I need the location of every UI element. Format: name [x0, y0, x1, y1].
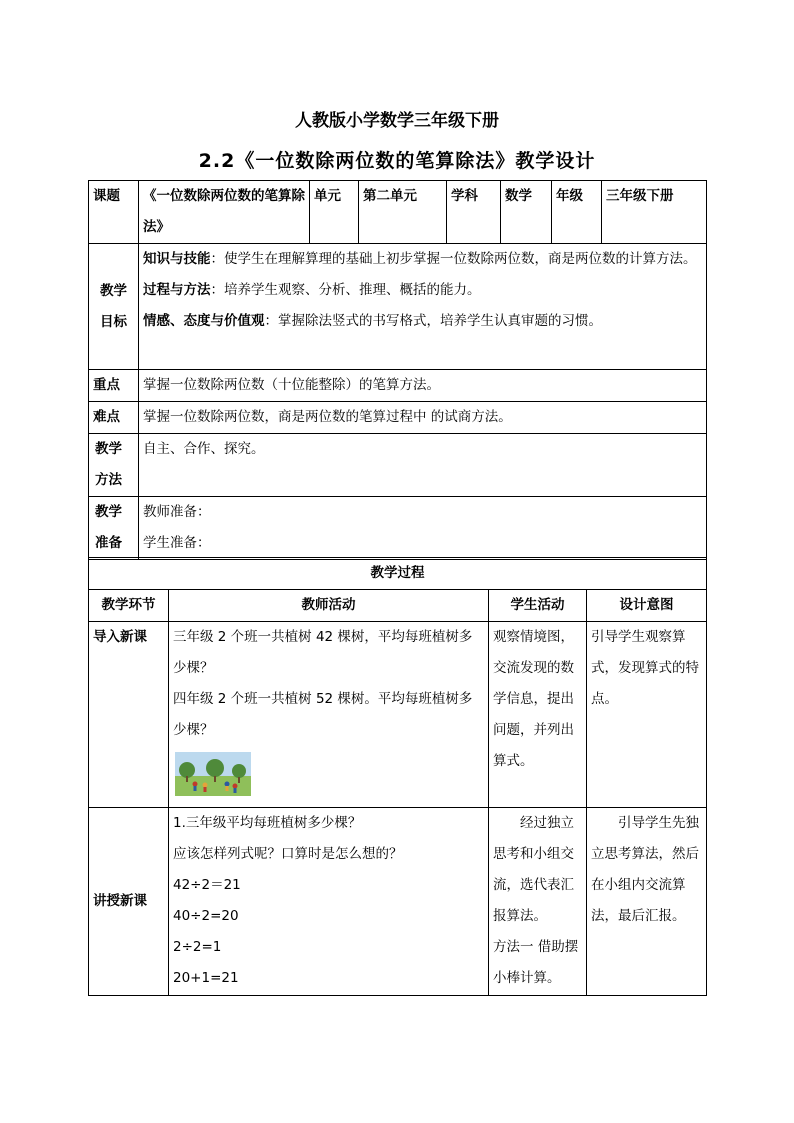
image-child-body — [226, 786, 229, 791]
image-child-body — [234, 788, 237, 793]
intro-question-2: 四年级 2 个班一共植树 52 棵树。平均每班植树多少棵？ — [173, 691, 473, 738]
image-child — [225, 782, 230, 787]
goal-process-head: 过程与方法 — [143, 282, 211, 298]
header-stage: 教学环节 — [89, 590, 169, 622]
tree-planting-image — [175, 752, 251, 796]
image-child-body — [194, 786, 197, 791]
xue-ke-value: 数学 — [501, 181, 552, 244]
teach-line-4: 40÷2=20 — [173, 908, 239, 924]
image-tree — [232, 764, 246, 778]
key-point-text: 掌握一位数除两位数（十位能整除）的笔算方法。 — [139, 370, 707, 402]
intro-question-1: 三年级 2 个班一共植树 42 棵树，平均每班植树多少棵？ — [173, 629, 473, 676]
teach-student-text: 经过独立思考和小组交流，选代表汇报算法。 — [493, 815, 574, 924]
process-table — [88, 557, 707, 996]
teach-line-3: 42÷2＝21 — [173, 877, 241, 893]
teach-intent: 引导学生先独立思考算法，然后在小组内交流算法，最后汇报。 — [587, 808, 707, 996]
nian-ji-value: 三年级下册 — [602, 181, 707, 244]
header-student-activity: 学生活动 — [489, 590, 587, 622]
goal-knowledge-head: 知识与技能 — [143, 251, 211, 267]
difficult-point-text: 掌握一位数除两位数，商是两位数的笔算过程中 的试商方法。 — [139, 402, 707, 434]
header-design-intent: 设计意图 — [587, 590, 707, 622]
prep-content — [139, 497, 707, 560]
image-trunk — [186, 776, 188, 782]
key-point-label: 重点 — [89, 370, 139, 402]
header-teacher-activity: 教师活动 — [169, 590, 489, 622]
image-child — [203, 783, 208, 788]
goal-knowledge — [143, 244, 702, 275]
xue-ke-label: 学科 — [447, 181, 501, 244]
teach-stage: 讲授新课 — [89, 808, 169, 996]
image-child-body — [204, 787, 207, 792]
image-tree — [179, 762, 195, 778]
image-child — [233, 784, 238, 789]
intro-student: 观察情境图，交流发现的数学信息，提出问题，并列出算式。 — [489, 622, 587, 808]
ke-ti-label: 课题 — [89, 181, 139, 244]
goal-process-text: ：培养学生观察、分析、推理、概括的能力。 — [210, 282, 481, 298]
process-title: 教学过程 — [89, 558, 707, 590]
ke-ti-value: 《一位数除两位数的笔算除法》 — [139, 181, 310, 244]
prep-label: 教学准备 — [89, 497, 139, 560]
image-trunk — [214, 776, 216, 782]
teacher-prep: 教师准备： — [143, 504, 211, 520]
teach-student — [489, 808, 587, 996]
goal-attitude-text: ：掌握除法竖式的书写格式，培养学生认真审题的习惯。 — [264, 313, 602, 329]
doc-title-lesson: 2.2《一位数除两位数的笔算除法》教学设计 — [198, 150, 596, 172]
goals-content — [139, 244, 707, 370]
lesson-info-table — [88, 180, 707, 560]
teach-line-2: 应该怎样列式呢？口算时是怎么想的？ — [173, 846, 403, 862]
goal-attitude — [143, 306, 702, 337]
image-tree — [206, 759, 224, 777]
teach-line-5: 2÷2=1 — [173, 939, 222, 955]
intro-teacher — [169, 622, 489, 808]
goal-attitude-head: 情感、态度与价值观 — [143, 313, 265, 329]
image-child — [193, 782, 198, 787]
dan-yuan-value: 第二单元 — [359, 181, 447, 244]
intro-stage: 导入新课 — [89, 622, 169, 808]
difficult-point-label: 难点 — [89, 402, 139, 434]
teach-line-6: 20+1=21 — [173, 970, 239, 986]
student-prep: 学生准备： — [143, 535, 211, 551]
intro-intent: 引导学生观察算式，发现算式的特点。 — [587, 622, 707, 808]
nian-ji-label: 年级 — [552, 181, 602, 244]
teach-line-1: 1.三年级平均每班植树多少棵？ — [173, 815, 362, 831]
goals-label: 教学目标 — [89, 244, 139, 370]
method-text: 自主、合作、探究。 — [139, 434, 707, 497]
goal-knowledge-text: ：使学生在理解算理的基础上初步掌握一位数除两位数，商是两位数的计算方法。 — [210, 251, 697, 267]
method-label: 教学方法 — [89, 434, 139, 497]
dan-yuan-label: 单元 — [310, 181, 359, 244]
teach-student-method: 方法一 借助摆小棒计算。 — [493, 939, 579, 986]
goal-process — [143, 275, 702, 306]
doc-title-grade: 人教版小学数学三年级下册 — [295, 111, 499, 131]
teach-teacher — [169, 808, 489, 996]
image-trunk — [238, 777, 240, 783]
